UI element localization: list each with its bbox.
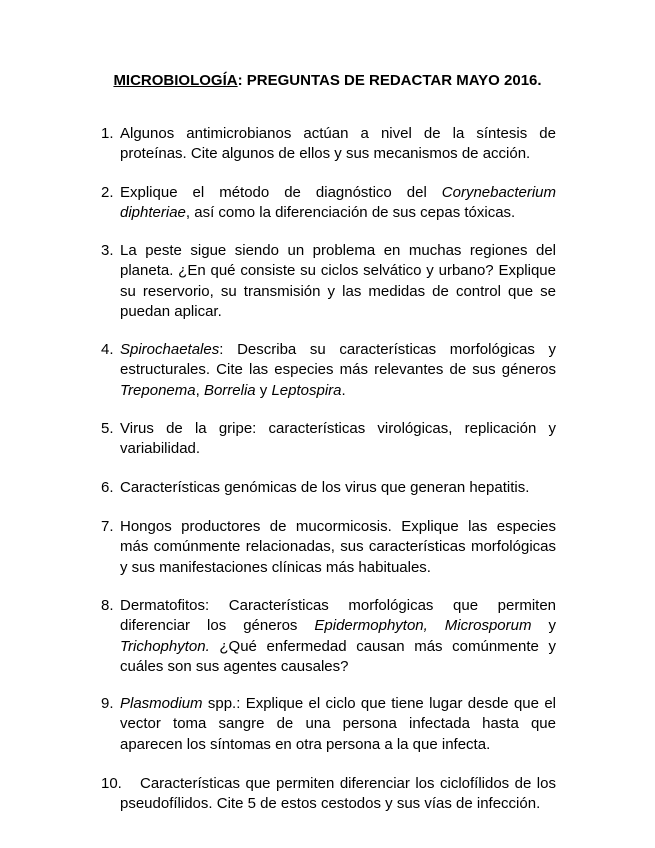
genus-name: Trichophyton.: [120, 637, 210, 655]
text-segment: ¿Qué enfermedad causan más comúnmente y cuáles son sus agentes causales?: [120, 637, 556, 675]
question-text: Algunos antimicrobianos actúan a nivel de la síntesis de proteínas. Cite algunos de ellos y sus mecanismos de acción.: [120, 125, 556, 163]
text-segment: .: [341, 381, 346, 399]
question-text: [120, 183, 556, 224]
question-text: Hongos productores de mucormicosis. Explique las especies más comúnmente relacionadas, sus características morfológicas y sus manifestaciones clínicas más habituales.: [120, 518, 556, 576]
question-5: [101, 419, 556, 460]
question-7: [101, 517, 556, 578]
text-segment: , así como la diferenciación de sus cepas tóxicas.: [185, 204, 516, 222]
genus-name: Plasmodium: [120, 695, 203, 712]
question-text: La peste sigue siendo un problema en muchas regiones del planeta. ¿En qué consiste su ciclos selvático y urbano? Explique su reservorio, su transmisión y las medidas de control que se puedan aplicar.: [120, 242, 556, 320]
question-number: 9.: [101, 695, 114, 712]
question-number: 4.: [101, 341, 114, 358]
genus-name: Treponema: [120, 381, 196, 399]
question-text: [120, 694, 556, 755]
question-6: [101, 478, 556, 498]
text-segment: y: [531, 617, 556, 635]
page-title: [0, 72, 655, 90]
text-segment: Explique el método de diagnóstico del: [120, 184, 442, 201]
genus-name: Leptospira: [271, 381, 342, 399]
question-number: 3.: [101, 242, 114, 259]
question-text: Virus de la gripe: características virológicas, replicación y variabilidad.: [120, 420, 556, 458]
species-name: Corynebacterium diphteriae: [120, 184, 556, 222]
text-segment: y: [255, 381, 272, 399]
text-segment: ,: [195, 381, 204, 399]
question-8: [101, 596, 556, 677]
question-3: [101, 241, 556, 322]
question-9: [101, 694, 556, 755]
question-4: [101, 340, 556, 401]
question-10: [101, 774, 556, 815]
text-segment: spp.: Explique el ciclo que tiene lugar desde que el vector toma sangre de una persona infectada hasta que aparecen los síntomas en otra persona a la que infecta.: [120, 695, 556, 753]
question-text: [120, 340, 556, 401]
question-text: [120, 596, 556, 677]
question-number: 6.: [101, 479, 114, 496]
genus-name: Borrelia: [203, 381, 256, 399]
question-2: [101, 183, 556, 224]
question-text: Características genómicas de los virus que generan hepatitis.: [120, 479, 530, 496]
text-segment: Dermatofitos: Características morfológicas que permiten diferenciar los géneros: [120, 597, 556, 635]
order-name: Spirochaetales: [120, 341, 220, 358]
title-subject: MICROBIOLOGÍA: [113, 72, 238, 89]
question-number: 5.: [101, 420, 114, 437]
title-rest: : PREGUNTAS DE REDACTAR MAYO 2016.: [237, 72, 542, 89]
question-1: [101, 124, 556, 165]
question-number: 7.: [101, 518, 114, 535]
genus-name: Epidermophyton, Microsporum: [314, 617, 532, 635]
question-number: 8.: [101, 597, 114, 614]
text-segment: : Describa su características morfológicas y estructurales. Cite las especies más relevantes de sus géneros: [120, 341, 556, 379]
question-number: 10.: [101, 775, 122, 792]
question-number: 2.: [101, 184, 114, 201]
question-text: Características que permiten diferenciar los ciclofílidos de los pseudofílidos. Cite 5 de estos cestodos y sus vías de infección.: [120, 775, 556, 813]
question-number: 1.: [101, 125, 114, 142]
